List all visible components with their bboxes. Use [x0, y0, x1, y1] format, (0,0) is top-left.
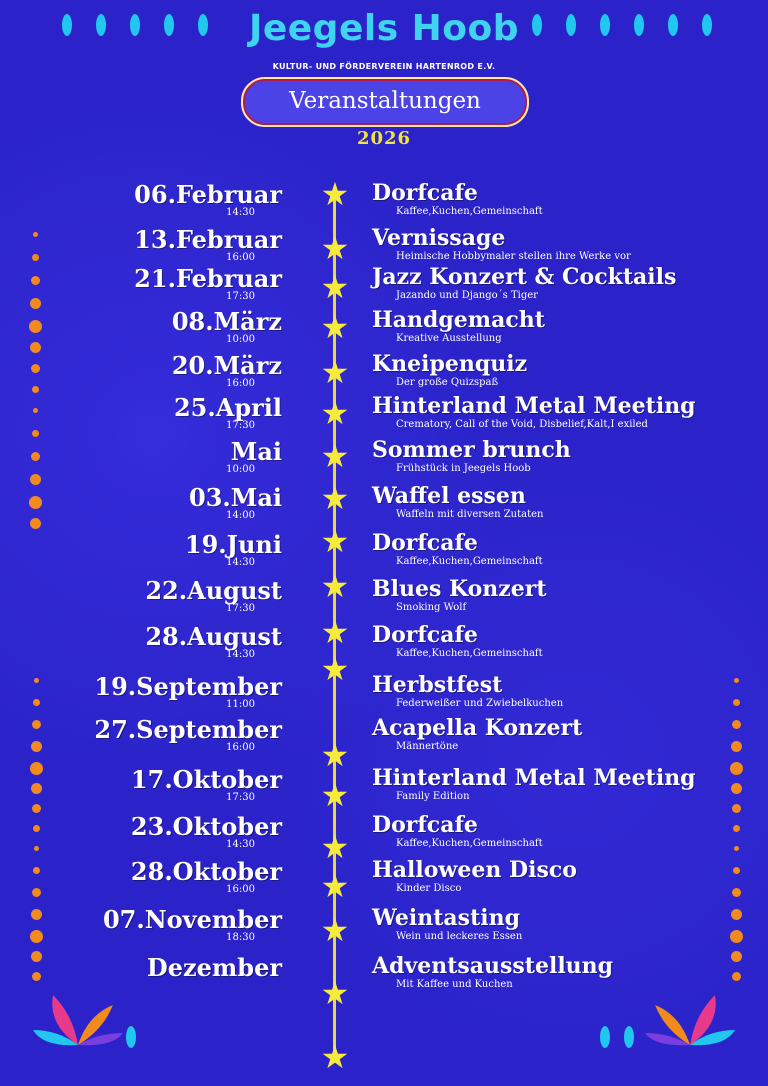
event-row — [0, 479, 768, 529]
event-time: 14:00 — [226, 510, 255, 521]
events-banner: Veranstaltungen — [243, 79, 527, 125]
event-time: 11:00 — [226, 699, 255, 710]
event-date: 23.Oktober — [130, 812, 282, 841]
event-row — [0, 530, 768, 576]
corner-flower-left — [28, 985, 128, 1055]
event-time: 10:00 — [226, 464, 255, 475]
event-time: 18:30 — [226, 932, 255, 943]
event-title: Dorfcafe — [372, 622, 478, 648]
star-icon: ★ — [320, 776, 350, 814]
event-date: 13.Februar — [134, 225, 282, 254]
event-description: Kaffee,Kuchen,Gemeinschaft — [396, 648, 543, 659]
event-description: Kreative Ausstellung — [396, 333, 502, 344]
diamond-icon — [624, 1026, 634, 1048]
star-icon: ★ — [320, 1038, 350, 1076]
event-title: Dorfcafe — [372, 812, 478, 838]
star-icon: ★ — [320, 353, 350, 391]
event-row — [0, 672, 768, 718]
event-title: Blues Konzert — [372, 576, 547, 602]
event-time: 17:30 — [226, 792, 255, 803]
event-description: Federweißer und Zwiebelkuchen — [396, 698, 564, 709]
star-icon: ★ — [320, 437, 350, 475]
event-date: 25.April — [173, 393, 282, 422]
event-description: Family Edition — [396, 791, 470, 802]
event-date: 08.März — [171, 307, 282, 336]
event-description: Kaffee,Kuchen,Gemeinschaft — [396, 838, 543, 849]
event-date: 03.Mai — [189, 483, 282, 512]
star-icon: ★ — [320, 613, 350, 651]
event-date: Mai — [230, 437, 282, 466]
event-row — [0, 857, 768, 903]
star-icon: ★ — [320, 308, 350, 346]
event-row — [0, 765, 768, 814]
star-icon: ★ — [320, 736, 350, 774]
event-description: Kinder Disco — [396, 883, 462, 894]
event-title: Waffel essen — [372, 483, 526, 509]
star-icon: ★ — [320, 229, 350, 267]
event-time: 16:00 — [226, 742, 255, 753]
event-title: Hinterland Metal Meeting — [372, 765, 696, 791]
event-date: 21.Februar — [134, 264, 282, 293]
event-title: Vernissage — [372, 225, 506, 251]
event-row — [0, 905, 768, 951]
event-date: 27.September — [94, 715, 282, 744]
event-title: Herbstfest — [372, 672, 503, 698]
event-title: Dorfcafe — [372, 530, 478, 556]
event-title: Hinterland Metal Meeting — [372, 393, 696, 419]
event-description: Mit Kaffee und Kuchen — [396, 979, 513, 990]
event-row — [0, 576, 768, 622]
event-date: 17.Oktober — [130, 765, 282, 794]
event-date: Dezember — [146, 953, 282, 982]
diamond-icon — [600, 1026, 610, 1048]
event-time: 16:00 — [226, 378, 255, 389]
star-icon: ★ — [320, 867, 350, 905]
event-description: Heimische Hobbymaler stellen ihre Werke vor — [396, 251, 631, 262]
event-description: Kaffee,Kuchen,Gemeinschaft — [396, 556, 543, 567]
event-description: Wein und leckeres Essen — [396, 931, 523, 942]
event-time: 14:30 — [226, 649, 255, 660]
event-row — [0, 264, 768, 310]
event-row — [0, 351, 768, 397]
event-title: Jazz Konzert & Cocktails — [372, 264, 677, 290]
page-title: Jeegels Hoob — [248, 8, 520, 49]
event-date: 22.August — [145, 576, 282, 605]
event-title: Halloween Disco — [372, 857, 577, 883]
star-icon: ★ — [320, 828, 350, 866]
event-title: Dorfcafe — [372, 180, 478, 206]
event-time: 10:00 — [226, 334, 255, 345]
star-icon: ★ — [320, 650, 350, 688]
event-description: Kaffee,Kuchen,Gemeinschaft — [396, 206, 543, 217]
star-icon: ★ — [320, 522, 350, 560]
event-time: 17:30 — [226, 603, 255, 614]
event-title: Adventsausstellung — [372, 953, 614, 979]
event-date: 28.Oktober — [130, 857, 282, 886]
event-title: Handgemacht — [372, 307, 545, 333]
event-date: 20.März — [171, 351, 282, 380]
event-row — [0, 715, 768, 761]
star-icon: ★ — [320, 175, 350, 213]
event-date: 28.August — [145, 622, 282, 651]
event-time: 17:30 — [226, 420, 255, 431]
event-date: 07.November — [102, 905, 282, 934]
event-row — [0, 622, 768, 668]
event-description: Smoking Wolf — [396, 602, 467, 613]
event-time: 17:30 — [226, 291, 255, 302]
event-time: 14:30 — [226, 557, 255, 568]
event-time: 14:30 — [226, 207, 255, 218]
star-icon: ★ — [320, 974, 350, 1012]
event-description: Crematory, Call of the Void, Disbelief,Kalt,I exiled — [396, 419, 648, 430]
star-icon: ★ — [320, 268, 350, 306]
event-date: 19.Juni — [184, 530, 282, 559]
star-icon: ★ — [320, 567, 350, 605]
event-row — [0, 307, 768, 353]
diamond-icon — [126, 1026, 136, 1048]
event-row — [0, 437, 768, 483]
event-time: 14:30 — [226, 839, 255, 850]
event-time: 16:00 — [226, 884, 255, 895]
event-description: Waffeln mit diversen Zutaten — [396, 509, 544, 520]
star-icon: ★ — [320, 394, 350, 432]
event-date: 06.Februar — [134, 180, 282, 209]
corner-flower-right — [640, 985, 740, 1055]
event-title: Acapella Konzert — [372, 715, 583, 741]
event-description: Jazando und Django´s Tiger — [396, 290, 538, 301]
event-title: Sommer brunch — [372, 437, 571, 463]
event-row — [0, 393, 768, 439]
event-description: Frühstück in Jeegels Hoob — [396, 463, 531, 474]
star-icon: ★ — [320, 911, 350, 949]
event-description: Männertöne — [396, 741, 459, 752]
event-time: 16:00 — [226, 252, 255, 263]
event-row — [0, 175, 768, 226]
event-date: 19.September — [94, 672, 282, 701]
event-title: Kneipenquiz — [372, 351, 528, 377]
organization-name: KULTUR- UND FÖRDERVEREIN HARTENROD E.V. — [272, 62, 496, 71]
star-icon: ★ — [320, 479, 350, 517]
event-description: Der große Quizspaß — [396, 377, 499, 388]
event-title: Weintasting — [372, 905, 520, 931]
year-label: 2026 — [356, 128, 412, 149]
event-row — [0, 812, 768, 858]
